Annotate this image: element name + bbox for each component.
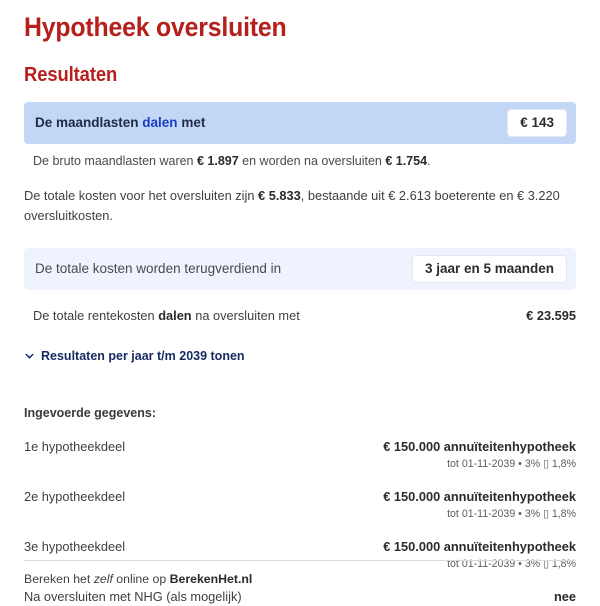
- gross-note-text-2: en worden na oversluiten: [238, 154, 386, 168]
- interest-savings-accent: dalen: [158, 308, 192, 323]
- chevron-down-icon: [24, 351, 35, 362]
- input-row-label: 3e hypotheekdeel: [24, 538, 126, 554]
- gross-note-text-1: De bruto maandlasten waren: [33, 154, 197, 168]
- payback-period-label: De totale kosten worden terugverdiend in: [35, 261, 282, 276]
- input-row-secondary-value: tot 01-11-2039 • 3% ▯ 1,8%: [447, 457, 576, 470]
- monthly-costs-banner: [24, 102, 576, 144]
- gross-note-amount-before: € 1.897: [196, 154, 239, 168]
- monthly-costs-label-suffix: met: [177, 115, 206, 130]
- page-title: Hypotheek oversluiten: [24, 12, 287, 42]
- input-row-values: [383, 488, 576, 522]
- footer-brand-link[interactable]: BerekenHet.nl: [169, 572, 253, 586]
- costs-amount-total: € 5.833: [258, 188, 301, 203]
- costs-amount-penalty: € 2.613: [388, 188, 431, 203]
- total-costs-paragraph: [24, 170, 569, 226]
- costs-text-2: , bestaande uit: [300, 188, 389, 203]
- monthly-costs-value: € 143: [507, 109, 567, 137]
- input-row: [24, 488, 576, 522]
- nhg-row: [24, 588, 576, 606]
- gross-note-amount-after: € 1.754: [385, 154, 428, 168]
- footer-divider: [24, 560, 576, 561]
- footer-text-1: Bereken het: [24, 572, 94, 586]
- interest-savings-label: [24, 307, 300, 325]
- input-row: [24, 438, 576, 472]
- input-row-primary-value: € 150.000 annuïteitenhypotheek: [383, 538, 576, 554]
- gross-note-text-3: .: [427, 154, 431, 168]
- nhg-value: nee: [553, 588, 576, 604]
- input-row-primary-value: € 150.000 annuïteitenhypotheek: [383, 438, 576, 454]
- footer-emphasis: zelf: [93, 572, 113, 586]
- input-row-primary-value: € 150.000 annuïteitenhypotheek: [383, 488, 576, 504]
- interest-savings-suffix: na oversluiten met: [191, 308, 300, 323]
- show-yearly-results-toggle[interactable]: [24, 348, 245, 364]
- interest-savings-row: [24, 290, 576, 325]
- interest-savings-value: € 23.595: [526, 308, 576, 323]
- input-row-values: [383, 438, 576, 472]
- payback-period-banner: [24, 248, 576, 290]
- costs-amount-fees: € 3.220: [517, 188, 560, 203]
- footer-text-2: online op: [112, 572, 170, 586]
- payback-period-value: 3 jaar en 5 maanden: [412, 255, 567, 283]
- section-title-resultaten: Resultaten: [24, 64, 118, 86]
- footer-text: [24, 571, 576, 588]
- costs-text-3: boeterente en: [430, 188, 518, 203]
- monthly-costs-label-prefix: De maandlasten: [35, 115, 143, 130]
- nhg-label: Na oversluiten met NHG (als mogelijk): [24, 588, 242, 604]
- costs-text-1: De totale kosten voor het oversluiten zijn: [24, 188, 259, 203]
- gross-monthly-note: [24, 144, 576, 170]
- monthly-costs-label: [35, 114, 205, 132]
- costs-text-4: oversluitkosten.: [24, 208, 113, 223]
- interest-savings-prefix: De totale rentekosten: [33, 308, 159, 323]
- input-row-secondary-value: tot 01-11-2039 • 3% ▯ 1,8%: [447, 557, 576, 570]
- nhg-values: [554, 588, 576, 606]
- entered-data-title: Ingevoerde gegevens:: [24, 405, 156, 420]
- input-row-secondary-value: tot 01-11-2039 • 3% ▯ 1,8%: [447, 507, 576, 520]
- footer: [24, 560, 576, 588]
- input-row-label: 2e hypotheekdeel: [24, 488, 126, 504]
- monthly-costs-label-accent: dalen: [142, 115, 178, 130]
- input-row-label: 1e hypotheekdeel: [24, 438, 126, 454]
- show-yearly-results-label: Resultaten per jaar t/m 2039 tonen: [41, 349, 245, 363]
